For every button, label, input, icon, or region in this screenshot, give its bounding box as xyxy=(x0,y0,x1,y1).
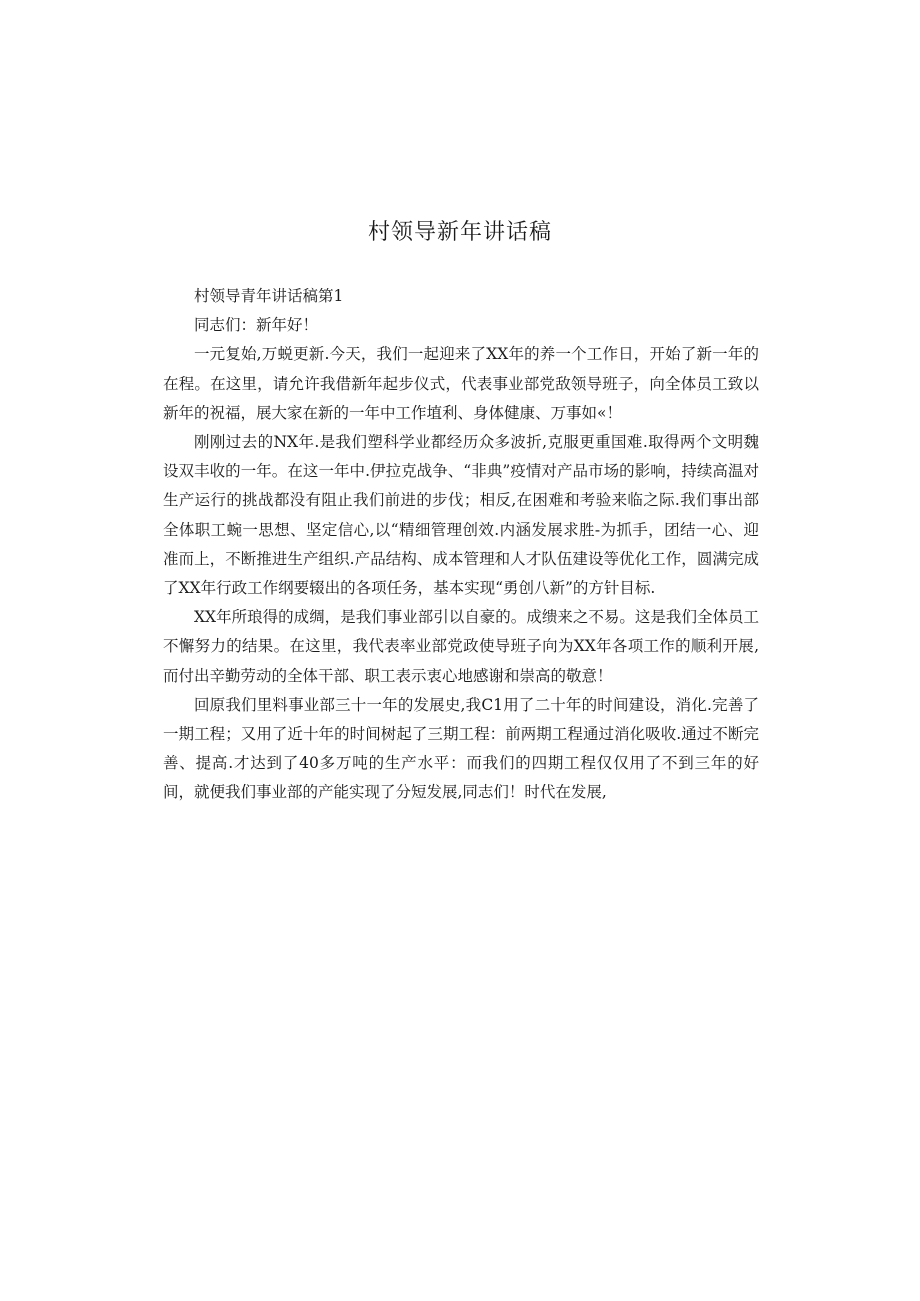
paragraph-history: 回原我们里料事业部三十一年的发展史,我C1用了二十年的时间建设，消化.完善了一期工程；又用了近十年的时间树起了三期工程：前两期工程通过消化吸收.通过不断完善、提高.才达到了40多万吨的生产水平：而我们的四期工程仅仅用了不到三年的好间，就便我们事业部的产能实现了分短发展,同志们！时代在发展, xyxy=(163,695,759,802)
paragraph-opening: 一元复始,万蜕更新.今天，我们一起迎来了XX年的养一个工作日，开始了新一年的在程。在这里，请允许我借新年起步仪式，代表事业部党敌领导班子，向全体员工致以新年的祝福，展大家在新的一年中工作埴利、身体健康、万事如«！ xyxy=(163,345,759,422)
document-body xyxy=(163,282,759,808)
document-subtitle: 村领导青年讲话稿第1 xyxy=(194,287,344,305)
paragraph-thanks: XX年所琅得的成绸，是我们事业部引以自豪的。成缋来之不易。这是我们全体员工不懈努力的结果。在这里，我代表率业部党政使导班子向为XX年各项工作的顺利开展,而付出辛勤劳动的全体干部、职工表示衷心地感谢和崇高的敬意！ xyxy=(163,608,759,685)
paragraph-review: 刚刚过去的NX年.是我们塑科学业都经历众多波折,克服更重国难.取得两个文明魏设双丰收的一年。在这一年中.伊拉克战争、“非典”疫情对产品市场的影响，持续高温对生产运行的挑战都没有阻止我们前进的步伐；相反,在困难和考验来临之际.我们事出部全体职工蜿一思想、坚定信心,以“精细管理创效.内涵发展求胜-为抓手，团结一心、迎准而上，不断推进生产组织.产品结构、成本管理和人才队伍建设等优化工作，圆满完成了XX年行政工作纲要辍出的各项任务，基本实现“勇创八新”的方针目标. xyxy=(163,433,759,598)
greeting-line: 同志们：新年好！ xyxy=(194,316,319,335)
document-title: 村领导新年讲话稿 xyxy=(367,220,552,245)
